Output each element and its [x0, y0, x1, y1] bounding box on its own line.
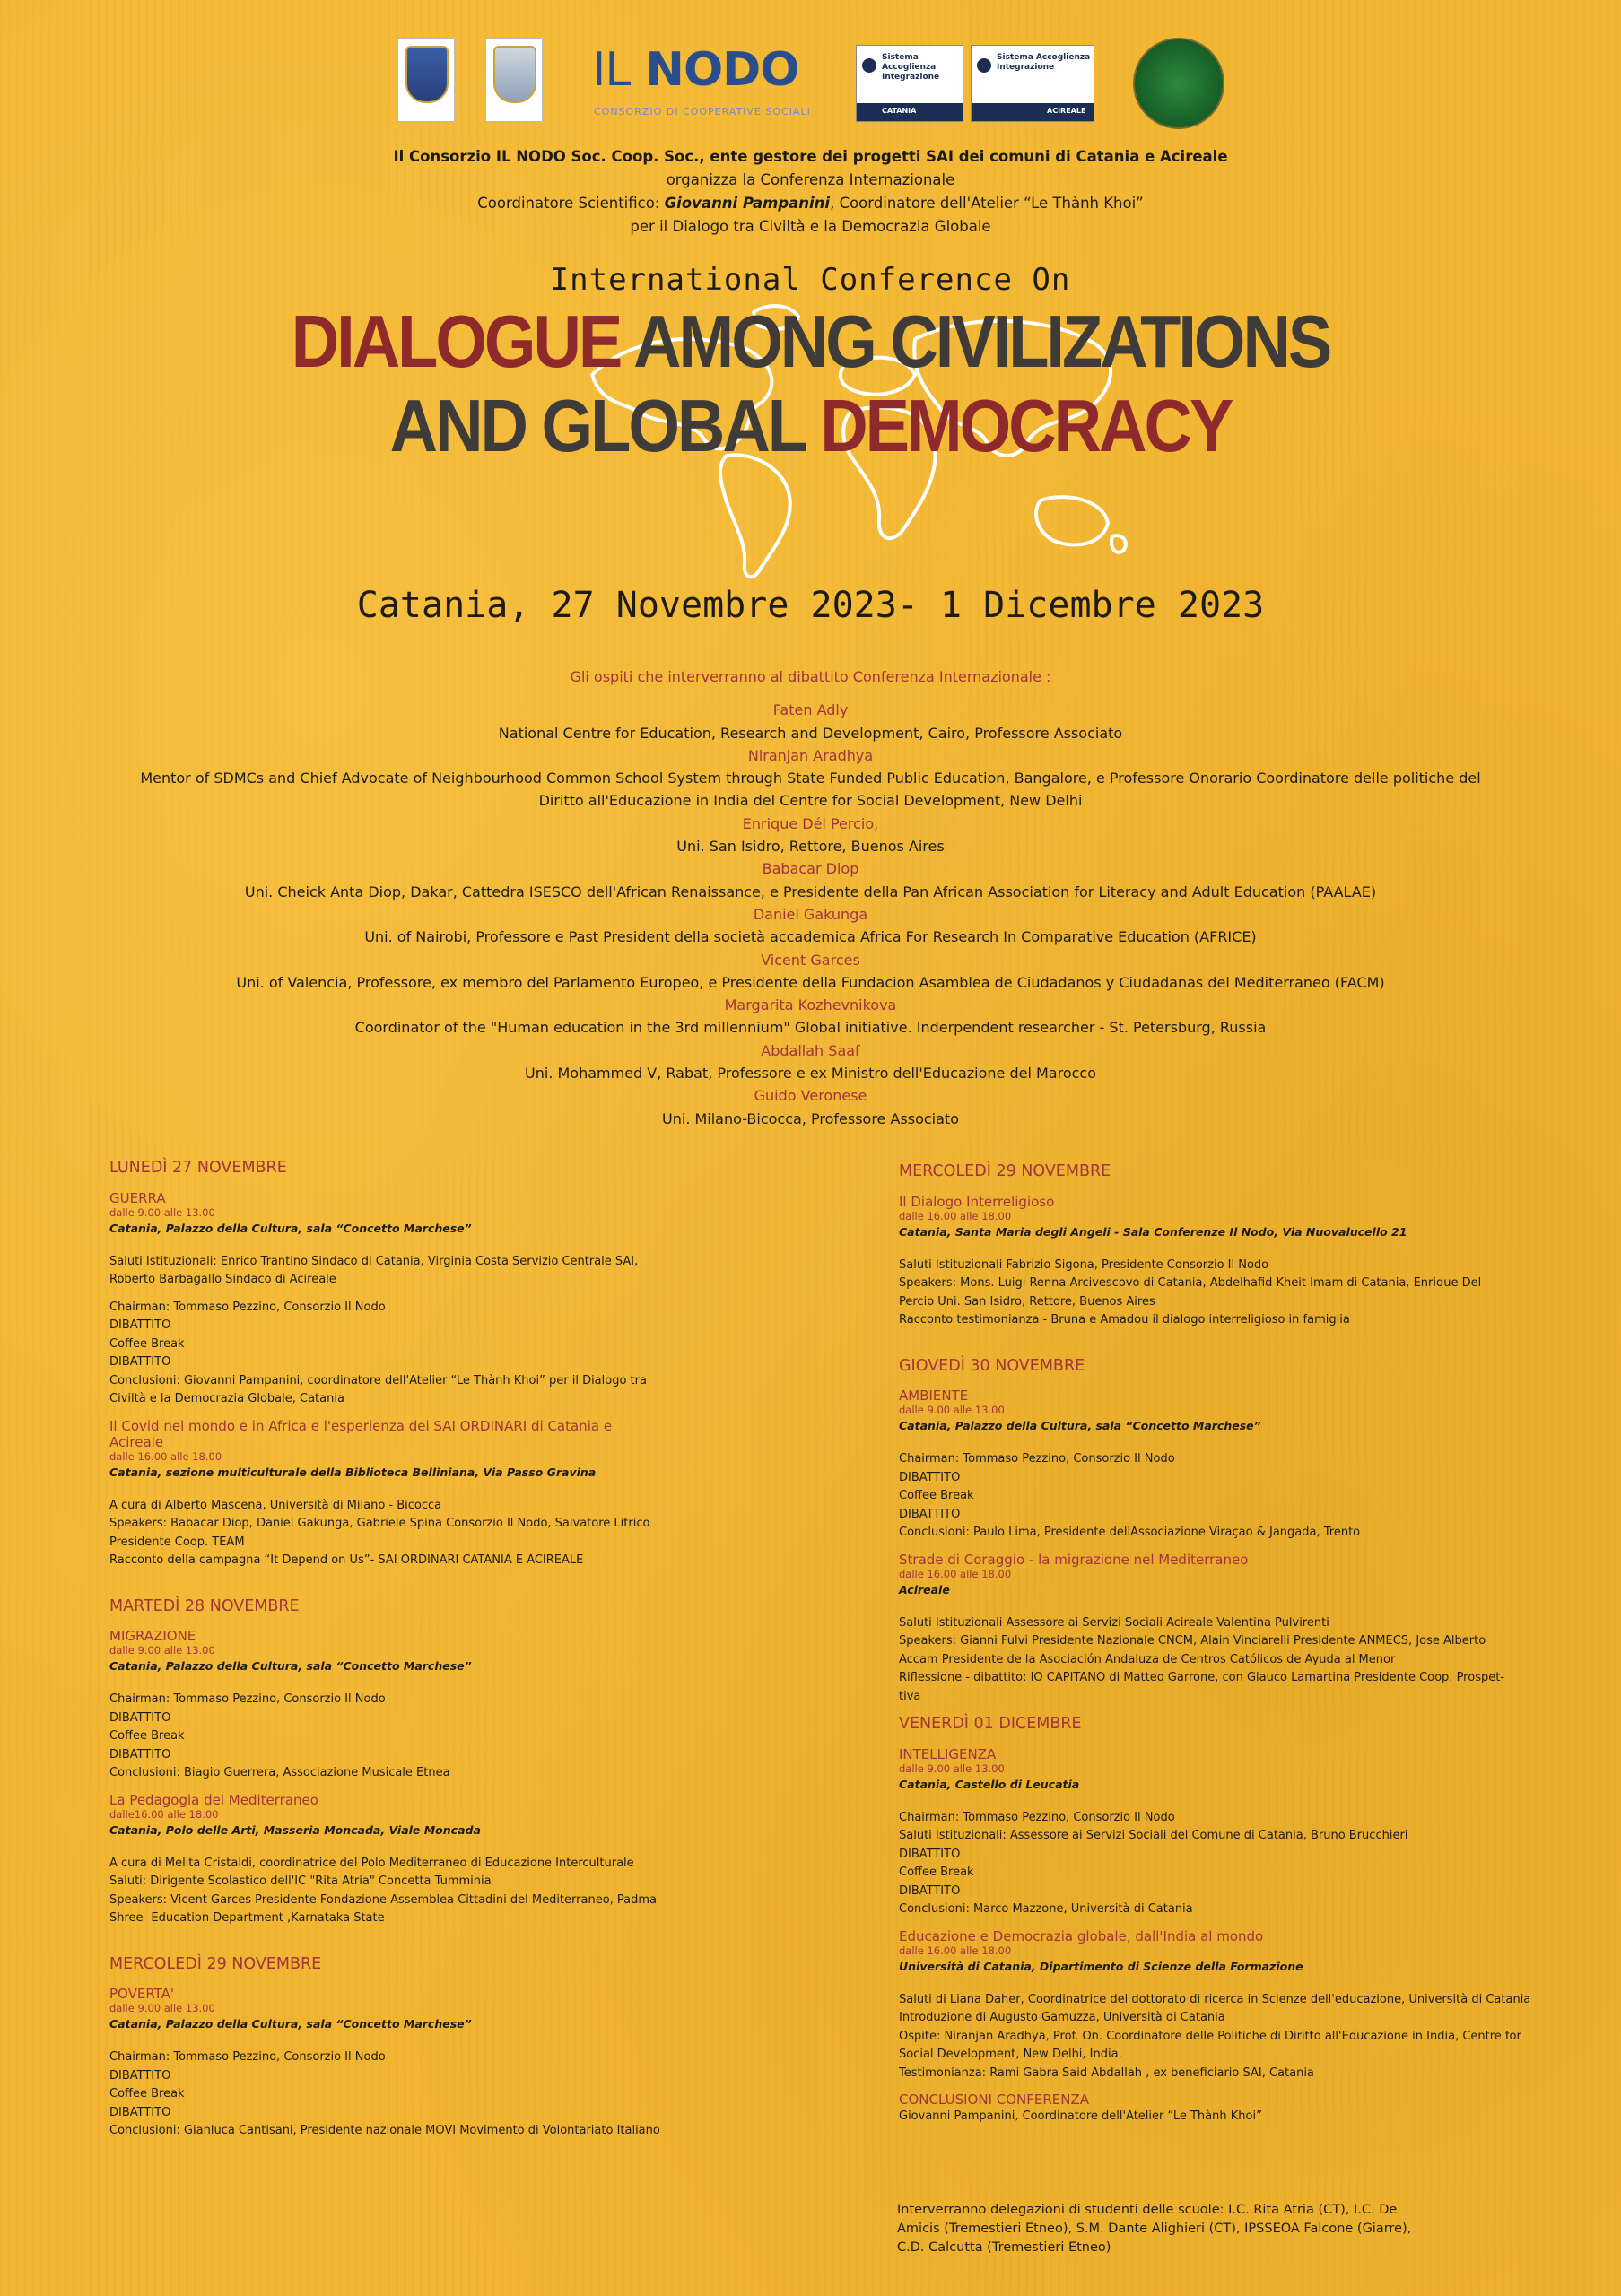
guests-heading: Gli ospiti che interverranno al dibattito Conferenza Internazionale :: [570, 668, 1051, 685]
session-time: dalle16.00 alle 18.00: [109, 1807, 219, 1821]
sai-catania-logo: Sistema Accoglienza Integrazione CATANIA: [856, 45, 963, 122]
guest-name: Faten Adly: [772, 701, 849, 719]
guest-role: Uni. Milano-Bicocca, Professore Associato: [662, 1109, 959, 1127]
guest-role: Uni. of Valencia, Professore, ex membro del Parlamento Europeo, e Presidente della Fundacion Asamblea de Ciudadanos y Ciudadanas del Mediterraneo (FACM): [236, 973, 1385, 991]
guest-list: [0, 665, 1621, 1130]
title-line-1: DIALOGUE AMONG CIVILIZATIONS: [291, 300, 1330, 383]
session-place: Catania, Palazzo della Cultura, sala “Concetto Marchese”: [109, 1659, 472, 1673]
day-heading: MERCOLEDÌ 29 NOVEMBRE: [899, 1162, 1111, 1180]
guest-name: Niranjan Aradhya: [747, 746, 874, 764]
session-place: Catania, sezione multiculturale della Biblioteca Belliniana, Via Passo Gravina: [109, 1465, 597, 1479]
title-line-2: AND GLOBAL DEMOCRACY: [389, 384, 1232, 467]
conference-dates: Catania, 27 Novembre 2023- 1 Dicembre 2023: [356, 585, 1265, 626]
logo-bar: [0, 34, 1621, 133]
student-delegations-note: Interverranno delegazioni di studenti delle scuole: I.C. Rita Atria (CT), I.C. De Amicis (Tremestieri Etneo), S.M. Dante Alighieri (CT), IPSSEOA Falcone (Giarre), C.D. Calcutta (Tremestieri Etneo): [897, 2203, 1412, 2255]
guest-name: Abdallah Saaf: [761, 1041, 860, 1059]
session-time: dalle 9.00 alle 13.00: [109, 1205, 215, 1219]
guest-name: Babacar Diop: [762, 860, 859, 878]
session-title: CONCLUSIONI CONFERENZA: [899, 2092, 1089, 2108]
guest-role: Uni. of Nairobi, Professore e Past President della società accademica Africa For Research In Comparative Education (AFRICE): [364, 928, 1257, 946]
session-title: POVERTA': [109, 1986, 175, 2002]
program-right-column: MERCOLEDÌ 29 NOVEMBRE Il Dialogo Interreligioso dalle 16.00 alle 18.00 Catania, Santa Maria degli Angeli - Sala Conferenze Il Nodo, Via Nuovalucello 21 Saluti Istituzionali Fabrizio Sigona, Presidente Consorzio Il Nodo Speakers: Mons. Luigi Renna Arcivescovo di Catania, Abdelhafid Kheit Imam di Catania, Enrique Del Percio Uni. San Isidro, Rettore, Buenos Aires Racconto testimonianza - Bruna e Amadou il dialogo interreligioso in famiglia GIOVEDÌ 30 NOVEMBRE AMBIENTE dalle 9.00 alle 13.00 Catania, Palazzo della Cultura, sala “Concetto Marchese” Chairman: Tommaso Pezzino, Consorzio Il Nodo DIBATTITO Coffee Break DIBATTITO Conclusioni: Paulo Lima, Presidente dellAssociazione Viraçao & Jangada, Trento Strade di Coraggio - la migrazione nel Mediterraneo dalle 16.00 alle 18.00 Acireale Saluti Istituzionali Assessore ai Servizi Sociali Acireale Valentina Pulvirenti Speakers: Gianni Fulvi Presidente Nazionale CNCM, Alain Vinciarelli Presidente ANMECS, Jose Alberto Accam Presidente de la Asociación Andaluza de Centros Católicos de Ayuda al Menor Riflessione - dibattito: IO CAPITANO di Matteo Garrone, con Glauco Lamartina Presidente Coop. Prospet- tiva VENERDÌ 01 DICEMBRE INTELLIGENZA dalle 9.00 alle 13.00 Catania, Castello di Leucatia Chairman: Tommaso Pezzino, Consorzio Il Nodo Saluti Istituzionali: Assessore ai Servizi Sociali del Comune di Catania, Bruno Brucchieri DIBATTITO Coffee Break DIBATTITO Conclusioni: Marco Mazzone, Università di Catania Educazione e Democrazia globale, dall'India al mondo dalle 16.00 alle 18.00 Università di Catania, Dipartimento di Scienze della Formazione Saluti di Liana Daher, Coordinatrice del dottorato di ricerca in Scienze dell'educazione, Università di Catania Introduzione di Augusto Gamuzza, Università di Catania Ospite: Niranjan Aradhya, Prof. On. Coordinatore delle Politiche di Diritto all'Educazione in India, Centre for Social Development, New Delhi, India. Testimonianza: Rami Gabra Said Abdallah , ex beneficiario SAI, Catania CONCLUSIONI CONFERENZA Giovanni Pampanini, Coordinatore dell'Atelier “Le Thành Khoi”: [899, 1162, 1563, 2126]
organizer-intro: Il Consorzio IL NODO Soc. Coop. Soc., ente gestore dei progetti SAI dei comuni di Catania e Acireale organizza la Conferenza Internazionale Coordinatore Scientifico: Giovanni Pampanini, Coordinatore dell'Atelier “Le Thành Khoi” per il Dialogo tra Civiltà e la Democrazia Globale: [393, 148, 1228, 235]
day-heading: VENERDÌ 01 DICEMBRE: [899, 1715, 1082, 1733]
guest-name: Enrique Dél Percio,: [742, 814, 879, 832]
session-time: dalle 9.00 alle 13.00: [109, 1644, 215, 1657]
session-time: dalle 9.00 alle 13.00: [899, 1761, 1005, 1775]
session-title: Il Covid nel mondo e in Africa e l'esperienza dei SAI ORDINARI di Catania e: [109, 1417, 613, 1434]
session-title: Educazione e Democrazia globale, dall'India al mondo: [899, 1927, 1264, 1944]
guest-role: National Centre for Education, Research and Development, Cairo, Professore Associato: [498, 724, 1123, 742]
guest-name: Vicent Garces: [761, 951, 860, 969]
session-title: GUERRA: [109, 1189, 166, 1206]
sai-acireale-logo: Sistema Accoglienza Integrazione ACIREALE: [971, 45, 1094, 122]
session-place: Catania, Palazzo della Cultura, sala “Concetto Marchese”: [899, 1419, 1261, 1432]
conference-on-label: International Conference On: [550, 262, 1071, 298]
session-title: AMBIENTE: [899, 1387, 969, 1404]
guest-name: Daniel Gakunga: [753, 905, 868, 923]
guest-role: Uni. San Isidro, Rettore, Buenos Aires: [676, 838, 945, 856]
guest-role: Coordinator of the "Human education in the 3rd millennium" Global initiative. Inderpendent researcher - St. Petersburg, Russia: [354, 1019, 1267, 1037]
session-place: Catania, Palazzo della Cultura, sala “Concetto Marchese”: [109, 2017, 472, 2031]
session-place: Catania, Palazzo della Cultura, sala “Concetto Marchese”: [109, 1221, 472, 1235]
session-place: Catania, Polo delle Arti, Masseria Moncada, Viale Moncada: [109, 1822, 481, 1837]
session-place: Università di Catania, Dipartimento di Scienze della Formazione: [899, 1959, 1303, 1973]
program-left-column: LUNEDÌ 27 NOVEMBRE GUERRA dalle 9.00 alle 13.00 Catania, Palazzo della Cultura, sala “Concetto Marchese” Saluti Istituzionali: Enrico Trantino Sindaco di Catania, Virginia Costa Servizio Centrale SAI, Roberto Barbagallo Sindaco di Acireale Chairman: Tommaso Pezzino, Consorzio Il Nodo DIBATTITO Coffee Break DIBATTITO Conclusioni: Giovanni Pampanini, coordinatore dell'Atelier “Le Thành Khoi” per il Dialogo tra Civiltà e la Democrazia Globale, Catania Il Covid nel mondo e in Africa e l'esperienza dei SAI ORDINARI di Catania e Acireale dalle 16.00 alle 18.00 Catania, sezione multiculturale della Biblioteca Belliniana, Via Passo Gravina A cura di Alberto Mascena, Università di Milano - Bicocca Speakers: Babacar Diop, Daniel Gakunga, Gabriele Spina Consorzio Il Nodo, Salvatore Litrico Presidente Coop. TEAM Racconto della campagna “It Depend on Us”- SAI ORDINARI CATANIA E ACIREALE MARTEDÌ 28 NOVEMBRE MIGRAZIONE dalle 9.00 alle 13.00 Catania, Palazzo della Cultura, sala “Concetto Marchese” Chairman: Tommaso Pezzino, Consorzio Il Nodo DIBATTITO Coffee Break DIBATTITO Conclusioni: Biagio Guerrera, Associazione Musicale Etnea La Pedagogia del Mediterraneo dalle16.00 alle 18.00 Catania, Polo delle Arti, Masseria Moncada, Viale Moncada A cura di Melita Cristaldi, coordinatrice del Polo Mediterraneo di Educazione Interculturale Saluti: Dirigente Scolastico dell'IC "Rita Atria" Concetta Tumminia Speakers: Vicent Garces Presidente Fondazione Assemblea Cittadini del Mediterraneo, Padma Shree- Education Department ,Karnataka State MERCOLEDÌ 29 NOVEMBRE POVERTA' dalle 9.00 alle 13.00 Catania, Palazzo della Cultura, sala “Concetto Marchese” Chairman: Tommaso Pezzino, Consorzio Il Nodo DIBATTITO Coffee Break DIBATTITO Conclusioni: Gianluca Cantisani, Presidente nazionale MOVI Movimento di Volontariato Italiano: [109, 1159, 684, 2141]
session-time: dalle 16.00 alle 18.00: [899, 1209, 1012, 1222]
guest-name: Margarita Kozhevnikova: [724, 996, 897, 1014]
il-nodo-logo: IL NODO: [592, 43, 799, 97]
session-place: Catania, Santa Maria degli Angeli - Sala Conferenze Il Nodo, Via Nuovalucello 21: [899, 1224, 1407, 1239]
guest-role: Uni. Cheick Anta Diop, Dakar, Cattedra ISESCO dell'African Renaissance, e Presidente della Pan African Association for Literacy and Adult Education (PAALAE): [244, 883, 1377, 900]
session-time: dalle 16.00 alle 18.00: [109, 1449, 222, 1463]
session-time: dalle 16.00 alle 18.00: [899, 1944, 1012, 1957]
acireale-crest-logo: [485, 38, 543, 122]
guest-name: Guido Veronese: [754, 1087, 867, 1105]
session-place: Catania, Castello di Leucatia: [899, 1777, 1080, 1791]
il-nodo-subtitle: CONSORZIO DI COOPERATIVE SOCIALI: [594, 106, 811, 117]
guest-role: Uni. Mohammed V, Rabat, Professore e ex Ministro dell'Educazione del Marocco: [525, 1065, 1096, 1083]
session-title: La Pedagogia del Mediterraneo: [109, 1791, 318, 1808]
session-title: Strade di Coraggio - la migrazione nel Mediterraneo: [899, 1551, 1249, 1568]
day-heading: LUNEDÌ 27 NOVEMBRE: [109, 1159, 287, 1177]
day-heading: MARTEDÌ 28 NOVEMBRE: [109, 1596, 300, 1615]
session-title: Il Dialogo Interreligioso: [899, 1193, 1055, 1210]
day-heading: MERCOLEDÌ 29 NOVEMBRE: [109, 1954, 322, 1973]
day-heading: GIOVEDÌ 30 NOVEMBRE: [899, 1356, 1085, 1375]
session-title: Acireale: [109, 1433, 164, 1450]
guest-role: Diritto all'Educazione in India del Centre for Social Development, New Delhi: [538, 792, 1083, 810]
session-place: Acireale: [899, 1582, 950, 1596]
session-time: dalle 9.00 alle 13.00: [109, 2002, 215, 2014]
session-title: MIGRAZIONE: [109, 1628, 196, 1644]
catania-crest-logo: [397, 38, 455, 122]
circular-partner-logo: [1133, 38, 1224, 129]
session-time: dalle 9.00 alle 13.00: [899, 1404, 1005, 1416]
session-title: INTELLIGENZA: [899, 1745, 997, 1762]
session-time: dalle 16.00 alle 18.00: [899, 1567, 1012, 1580]
guest-role: Mentor of SDMCs and Chief Advocate of Neighbourhood Common School System through State Funded Public Education, Bangalore, e Professore Onorario Coordinatore delle politiche del: [140, 770, 1481, 787]
